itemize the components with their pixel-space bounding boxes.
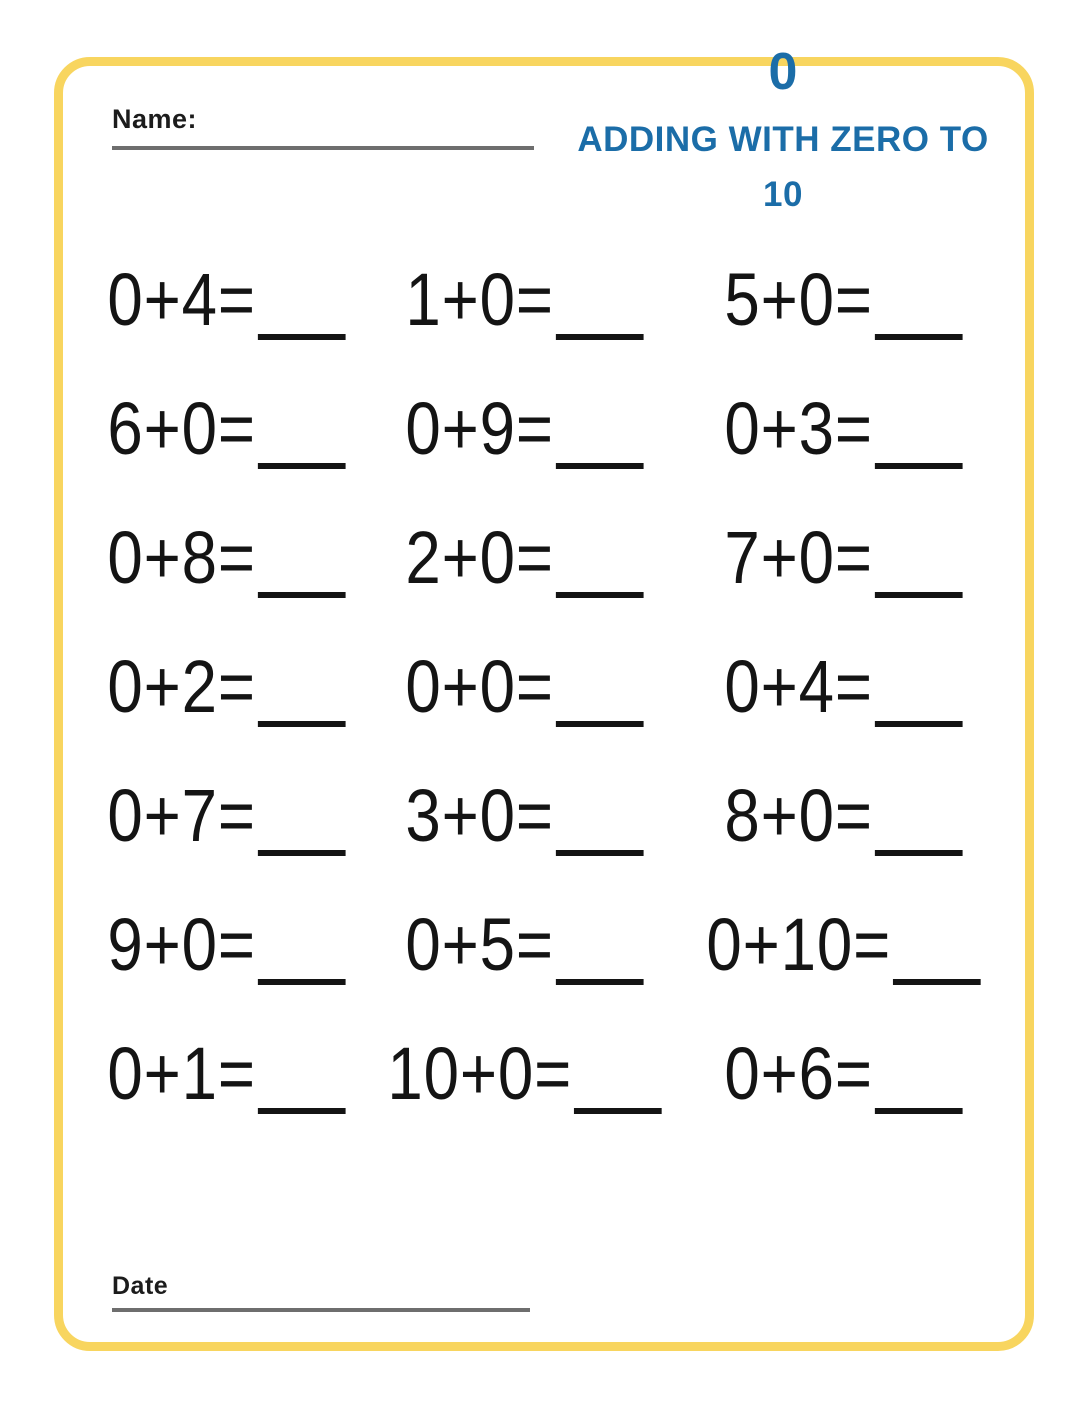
problem-expression: 5+0= (724, 258, 873, 341)
answer-blank[interactable] (555, 334, 643, 340)
answer-blank[interactable] (874, 463, 962, 469)
answer-blank[interactable] (874, 1108, 962, 1114)
date-label: Date (112, 1272, 169, 1300)
date-field (112, 1272, 530, 1301)
math-problem (365, 235, 684, 364)
answer-blank[interactable] (555, 721, 643, 727)
problem-expression: 0+5= (405, 903, 554, 986)
name-label: Name: (112, 104, 198, 134)
math-problem (684, 622, 1003, 751)
math-problem (365, 880, 684, 1009)
math-problem (88, 622, 365, 751)
name-write-line[interactable] (112, 146, 534, 150)
problem-expression: 10+0= (387, 1032, 572, 1115)
problem-expression: 0+9= (405, 387, 554, 470)
answer-blank[interactable] (574, 1108, 662, 1114)
problem-expression: 2+0= (405, 516, 554, 599)
answer-blank[interactable] (258, 463, 346, 469)
problem-expression: 0+7= (107, 774, 256, 857)
problem-expression: 7+0= (724, 516, 873, 599)
problem-expression: 0+3= (724, 387, 873, 470)
math-problem (365, 622, 684, 751)
worksheet-badge-number: 0 (768, 43, 798, 101)
answer-blank[interactable] (555, 463, 643, 469)
math-problem (88, 1009, 365, 1138)
math-problem (684, 493, 1003, 622)
name-field (112, 104, 534, 135)
answer-blank[interactable] (258, 1108, 346, 1114)
math-problem (684, 364, 1003, 493)
math-problem (88, 880, 365, 1009)
answer-blank[interactable] (874, 850, 962, 856)
math-problem (684, 235, 1003, 364)
answer-blank[interactable] (555, 850, 643, 856)
problem-expression: 0+8= (107, 516, 256, 599)
answer-blank[interactable] (874, 721, 962, 727)
problem-expression: 0+4= (107, 258, 256, 341)
math-problem (684, 1009, 1003, 1138)
answer-blank[interactable] (893, 979, 981, 985)
answer-blank[interactable] (874, 334, 962, 340)
math-problem (88, 364, 365, 493)
math-problem (88, 235, 365, 364)
problem-expression: 6+0= (107, 387, 256, 470)
problem-expression: 0+2= (107, 645, 256, 728)
answer-blank[interactable] (874, 592, 962, 598)
math-problem (88, 751, 365, 880)
answer-blank[interactable] (258, 334, 346, 340)
answer-blank[interactable] (555, 592, 643, 598)
answer-blank[interactable] (258, 592, 346, 598)
math-problem (365, 364, 684, 493)
math-problem (365, 751, 684, 880)
problem-expression: 0+1= (107, 1032, 256, 1115)
answer-blank[interactable] (258, 721, 346, 727)
math-problem (88, 493, 365, 622)
answer-blank[interactable] (258, 850, 346, 856)
problem-expression: 0+6= (724, 1032, 873, 1115)
problem-expression: 3+0= (405, 774, 554, 857)
math-problem (365, 493, 684, 622)
math-problem (365, 1009, 684, 1138)
problem-grid (88, 235, 1000, 1138)
answer-blank[interactable] (258, 979, 346, 985)
problem-expression: 8+0= (724, 774, 873, 857)
problem-expression: 9+0= (107, 903, 256, 986)
problem-expression: 0+4= (724, 645, 873, 728)
math-problem (684, 880, 1003, 1009)
worksheet-title: ADDING WITH ZERO TO 10 (577, 120, 989, 215)
date-write-line[interactable] (112, 1308, 530, 1312)
problem-expression: 1+0= (405, 258, 554, 341)
answer-blank[interactable] (555, 979, 643, 985)
worksheet-header (561, 43, 1005, 223)
problem-expression: 0+0= (405, 645, 554, 728)
math-problem (684, 751, 1003, 880)
problem-expression: 0+10= (705, 903, 891, 986)
